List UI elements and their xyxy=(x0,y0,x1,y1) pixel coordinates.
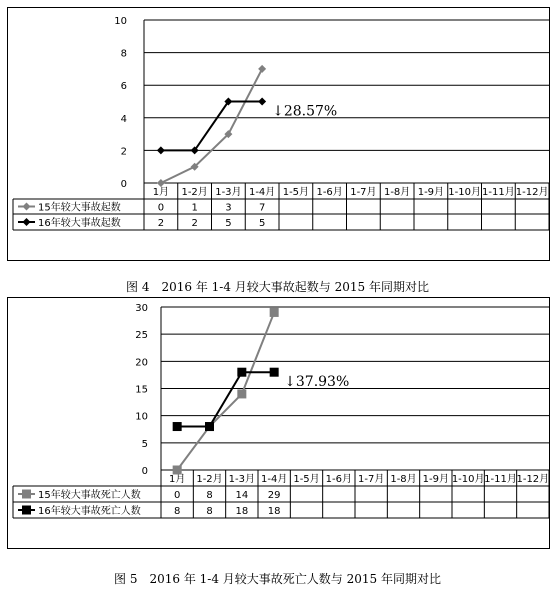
y-tick-label: 2 xyxy=(120,146,127,158)
table-value: 0 xyxy=(173,490,181,501)
category-label: 1-11月 xyxy=(484,474,517,485)
category-label: 1月 xyxy=(168,474,186,485)
data-point xyxy=(237,389,246,398)
series-2 xyxy=(173,368,279,431)
data-point xyxy=(157,146,165,154)
chart-panel-death-count xyxy=(7,297,550,549)
category-label: 1-4月 xyxy=(260,474,288,485)
change-annotation: ↓37.93% xyxy=(284,374,350,391)
data-point xyxy=(157,179,165,187)
category-label: 1-4月 xyxy=(248,187,276,198)
table-value: 14 xyxy=(235,490,249,501)
y-tick-label: 25 xyxy=(135,330,148,342)
category-label: 1-9月 xyxy=(417,187,445,198)
table-value: 3 xyxy=(225,202,232,214)
y-tick-label: 8 xyxy=(120,48,127,60)
table-value: 5 xyxy=(225,218,232,229)
y-tick-label: 15 xyxy=(135,384,148,396)
data-point xyxy=(270,308,279,317)
table-value: 18 xyxy=(235,506,249,517)
y-tick-label: 0 xyxy=(120,179,127,190)
table-value: 8 xyxy=(206,490,213,501)
series-1 xyxy=(173,308,279,475)
category-label: 1-10月 xyxy=(448,187,481,198)
chart-panel-accident-count xyxy=(7,7,550,261)
y-tick-label: 10 xyxy=(114,16,127,27)
figure-4-caption: 图 4 2016 年 1-4 月较大事故起数与 2015 年同期对比 xyxy=(126,280,429,294)
data-point xyxy=(258,65,266,73)
table-value: 2 xyxy=(157,218,165,229)
data-point xyxy=(270,368,279,377)
table-value: 8 xyxy=(173,506,181,517)
category-label: 1-11月 xyxy=(482,187,515,198)
legend-label: 15年较大事故起数 xyxy=(38,202,121,214)
category-label: 1-5月 xyxy=(282,187,310,198)
y-tick-label: 5 xyxy=(141,438,148,450)
category-label: 1-2月 xyxy=(196,474,223,485)
data-point xyxy=(205,422,214,431)
y-tick-label: 10 xyxy=(135,411,148,423)
figure-5-caption: 图 5 2016 年 1-4 月较大事故死亡人数与 2015 年同期对比 xyxy=(114,572,441,586)
series-line xyxy=(177,372,274,426)
category-label: 1-7月 xyxy=(357,474,385,485)
category-label: 1-9月 xyxy=(422,474,450,485)
category-label: 1-12月 xyxy=(515,187,549,198)
category-label: 1-6月 xyxy=(325,474,353,485)
table-value: 1 xyxy=(191,202,198,214)
data-point xyxy=(258,98,266,106)
category-label: 1-8月 xyxy=(390,474,417,485)
table-value: 7 xyxy=(258,202,266,214)
legend-swatch-marker xyxy=(23,203,31,211)
data-point xyxy=(173,466,182,475)
legend-swatch-marker xyxy=(22,490,31,499)
data-point xyxy=(173,422,182,431)
category-label: 1月 xyxy=(152,187,170,198)
change-annotation: ↓28.57% xyxy=(272,103,338,120)
category-label: 1-2月 xyxy=(181,187,208,198)
accident-count-chart xyxy=(8,8,549,260)
legend-label: 16年较大事故死亡人数 xyxy=(38,506,141,517)
legend-swatch-marker xyxy=(23,218,31,226)
y-tick-label: 30 xyxy=(135,303,148,314)
y-tick-label: 6 xyxy=(120,81,127,93)
series-2 xyxy=(157,98,266,155)
series-line xyxy=(161,102,262,151)
table-value: 8 xyxy=(206,506,213,517)
category-label: 1-6月 xyxy=(316,187,343,198)
death-count-chart xyxy=(8,298,549,548)
table-value: 2 xyxy=(191,218,198,229)
y-tick-label: 4 xyxy=(120,113,127,125)
y-tick-label: 0 xyxy=(141,466,148,477)
series-line xyxy=(177,312,274,470)
legend-swatch-marker xyxy=(22,506,31,515)
y-tick-label: 20 xyxy=(135,357,148,369)
category-label: 1-5月 xyxy=(293,474,320,485)
category-label: 1-3月 xyxy=(215,187,242,198)
data-point xyxy=(237,368,246,377)
table-value: 29 xyxy=(267,490,281,501)
category-label: 1-12月 xyxy=(516,474,550,485)
legend-label: 16年较大事故起数 xyxy=(38,218,121,229)
category-label: 1-10月 xyxy=(451,474,485,485)
category-label: 1-3月 xyxy=(228,474,256,485)
table-value: 18 xyxy=(267,506,281,517)
category-label: 1-8月 xyxy=(383,187,411,198)
table-value: 0 xyxy=(157,202,165,214)
legend-label: 15年较大事故死亡人数 xyxy=(38,490,141,501)
category-label: 1-7月 xyxy=(350,187,377,198)
table-value: 5 xyxy=(258,218,266,229)
